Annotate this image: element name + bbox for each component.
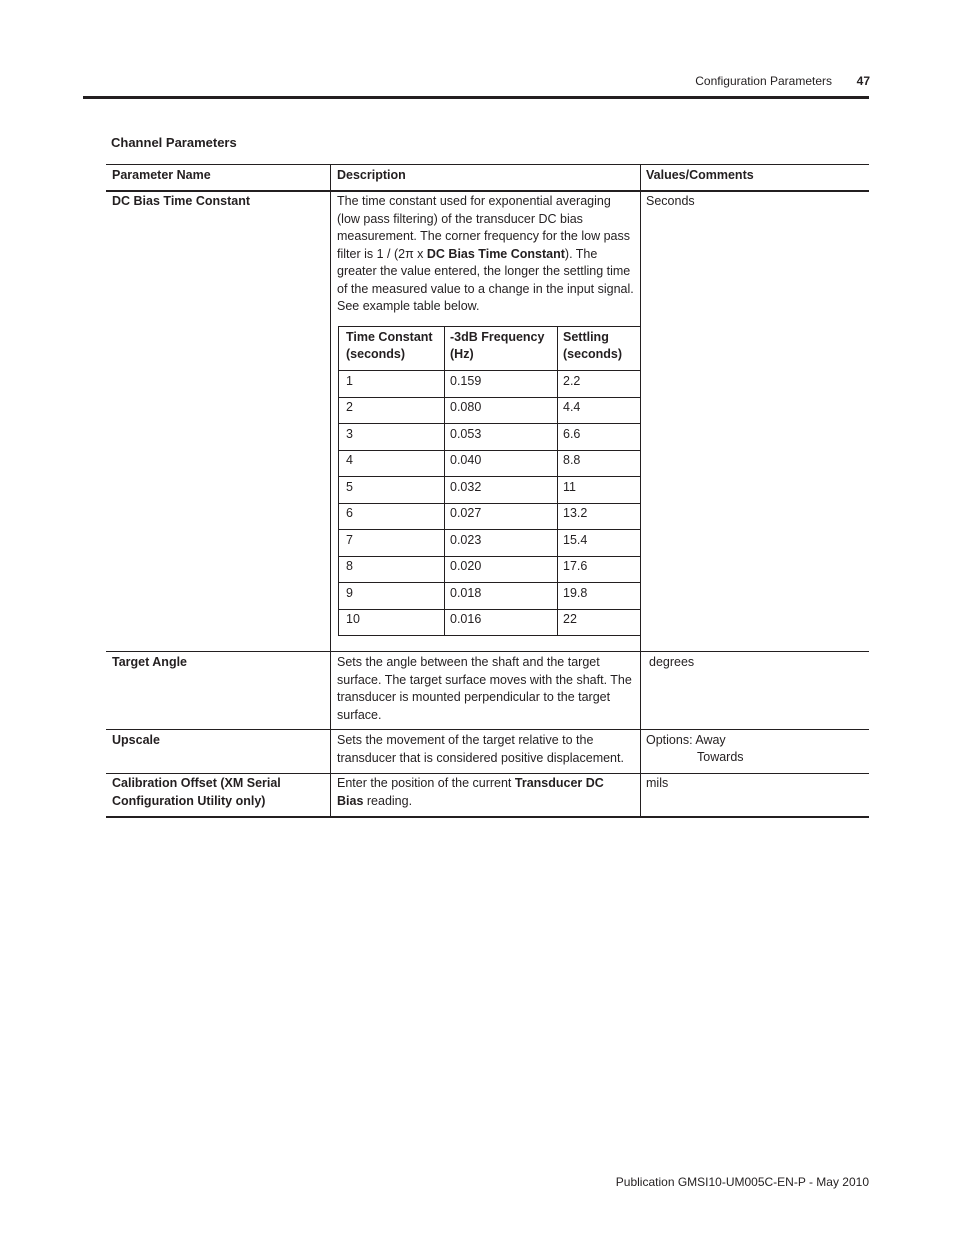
subtable-cell: 11 [563, 480, 576, 494]
subtable-row-rule [338, 476, 640, 477]
subtable-cell: 0.159 [450, 374, 482, 388]
subtable-top-rule [338, 326, 640, 327]
subtable-cell: 13.2 [563, 506, 588, 520]
subtable-cell: 0.032 [450, 480, 482, 494]
subtable-cell: 7 [346, 533, 353, 547]
description-emphasis: DC Bias Time Constant [426, 246, 565, 261]
parameter-name: Upscale [112, 733, 160, 747]
subtable-row-rule [338, 556, 640, 557]
subtable-cell: 0.080 [450, 400, 482, 414]
table-bottom-rule [106, 816, 869, 818]
subtable-cell: 0.016 [450, 612, 482, 626]
subtable-cell: 4.4 [563, 400, 581, 414]
subtable-row-rule [338, 423, 640, 424]
row-divider [106, 729, 869, 730]
subtable-cell: 22 [563, 612, 577, 626]
column-divider [330, 164, 331, 817]
description-text: ). The greater the value entered, the longer the settling time of the measured value to a change in the input signal. See example table below. [337, 246, 634, 313]
parameter-values: Options: Away [646, 733, 726, 747]
table-top-rule [106, 164, 869, 165]
section-title: Channel Parameters [111, 135, 237, 150]
subtable-cell: 5 [346, 480, 353, 494]
subtable-row-rule [338, 609, 640, 610]
page-number: 47 [856, 74, 870, 88]
subtable-cell: 0.027 [450, 506, 482, 520]
row-divider [106, 651, 869, 652]
parameter-values: Towards [697, 750, 744, 764]
subtable-column-divider [444, 326, 445, 636]
parameter-name: DC Bias Time Constant [112, 194, 250, 208]
subtable-cell: 19.8 [563, 586, 588, 600]
subtable-cell: 10 [346, 612, 360, 626]
row-divider [106, 773, 869, 774]
column-header: Values/Comments [646, 168, 754, 182]
subtable-header-rule [338, 370, 640, 371]
parameter-values: mils [646, 776, 669, 790]
subtable-header: Settling (seconds) [563, 330, 623, 361]
subtable-cell: 0.023 [450, 533, 482, 547]
subtable-cell: 0.040 [450, 453, 482, 467]
subtable-cell: 4 [346, 453, 353, 467]
description-text: reading. [363, 793, 413, 808]
subtable-cell: 2 [346, 400, 353, 414]
column-header: Description [337, 168, 406, 182]
subtable-cell: 9 [346, 586, 353, 600]
parameter-name: Calibration Offset (XM Serial Configuration Utility only) [112, 776, 281, 808]
subtable-cell: 0.018 [450, 586, 482, 600]
subtable-cell: 6.6 [563, 427, 581, 441]
description-emphasis: Transducer DC Bias [337, 776, 604, 808]
subtable-row-rule [338, 529, 640, 530]
parameter-description: Sets the angle between the shaft and the target surface. The target surface moves with the shaft. The transducer is mounted perpendicular to the target surface. [337, 655, 632, 722]
subtable-row-rule [338, 450, 640, 451]
publication-footer: Publication GMSI10-UM005C-EN-P - May 2010 [615, 1175, 869, 1189]
subtable-cell: 3 [346, 427, 353, 441]
parameter-values: Seconds [646, 194, 695, 208]
subtable-row-rule [338, 503, 640, 504]
column-divider [640, 164, 641, 817]
running-header-title: Configuration Parameters [695, 74, 832, 88]
subtable-cell: 8.8 [563, 453, 581, 467]
subtable-row-rule [338, 397, 640, 398]
parameter-description [337, 775, 627, 810]
column-header: Parameter Name [112, 168, 211, 182]
description-text: Enter the position of the current [337, 776, 515, 790]
parameter-description [337, 193, 635, 316]
subtable-bottom-rule [338, 635, 640, 636]
subtable-cell: 0.020 [450, 559, 482, 573]
subtable-column-divider [557, 326, 558, 636]
subtable-header: -3dB Frequency (Hz) [450, 330, 545, 361]
subtable-cell: 6 [346, 506, 353, 520]
parameter-description: Sets the movement of the target relative to the transducer that is considered positive displacement. [337, 733, 624, 765]
table-header-rule [106, 190, 869, 192]
subtable-cell: 8 [346, 559, 353, 573]
subtable-cell: 15.4 [563, 533, 588, 547]
subtable-cell: 17.6 [563, 559, 588, 573]
subtable-row-rule [338, 582, 640, 583]
subtable-cell: 1 [346, 374, 353, 388]
subtable-header: Time Constant (seconds) [346, 330, 433, 361]
parameter-name: Target Angle [112, 655, 188, 669]
parameter-values: degrees [649, 655, 695, 669]
subtable-column-divider [338, 326, 339, 636]
subtable-cell: 0.053 [450, 427, 482, 441]
subtable-cell: 2.2 [563, 374, 581, 388]
description-text: The time constant used for exponential averaging (low pass filtering) of the transducer DC bias measurement. The corner frequency for the low pass filter is 1 / (2π x [337, 194, 630, 261]
header-rule [83, 96, 869, 99]
